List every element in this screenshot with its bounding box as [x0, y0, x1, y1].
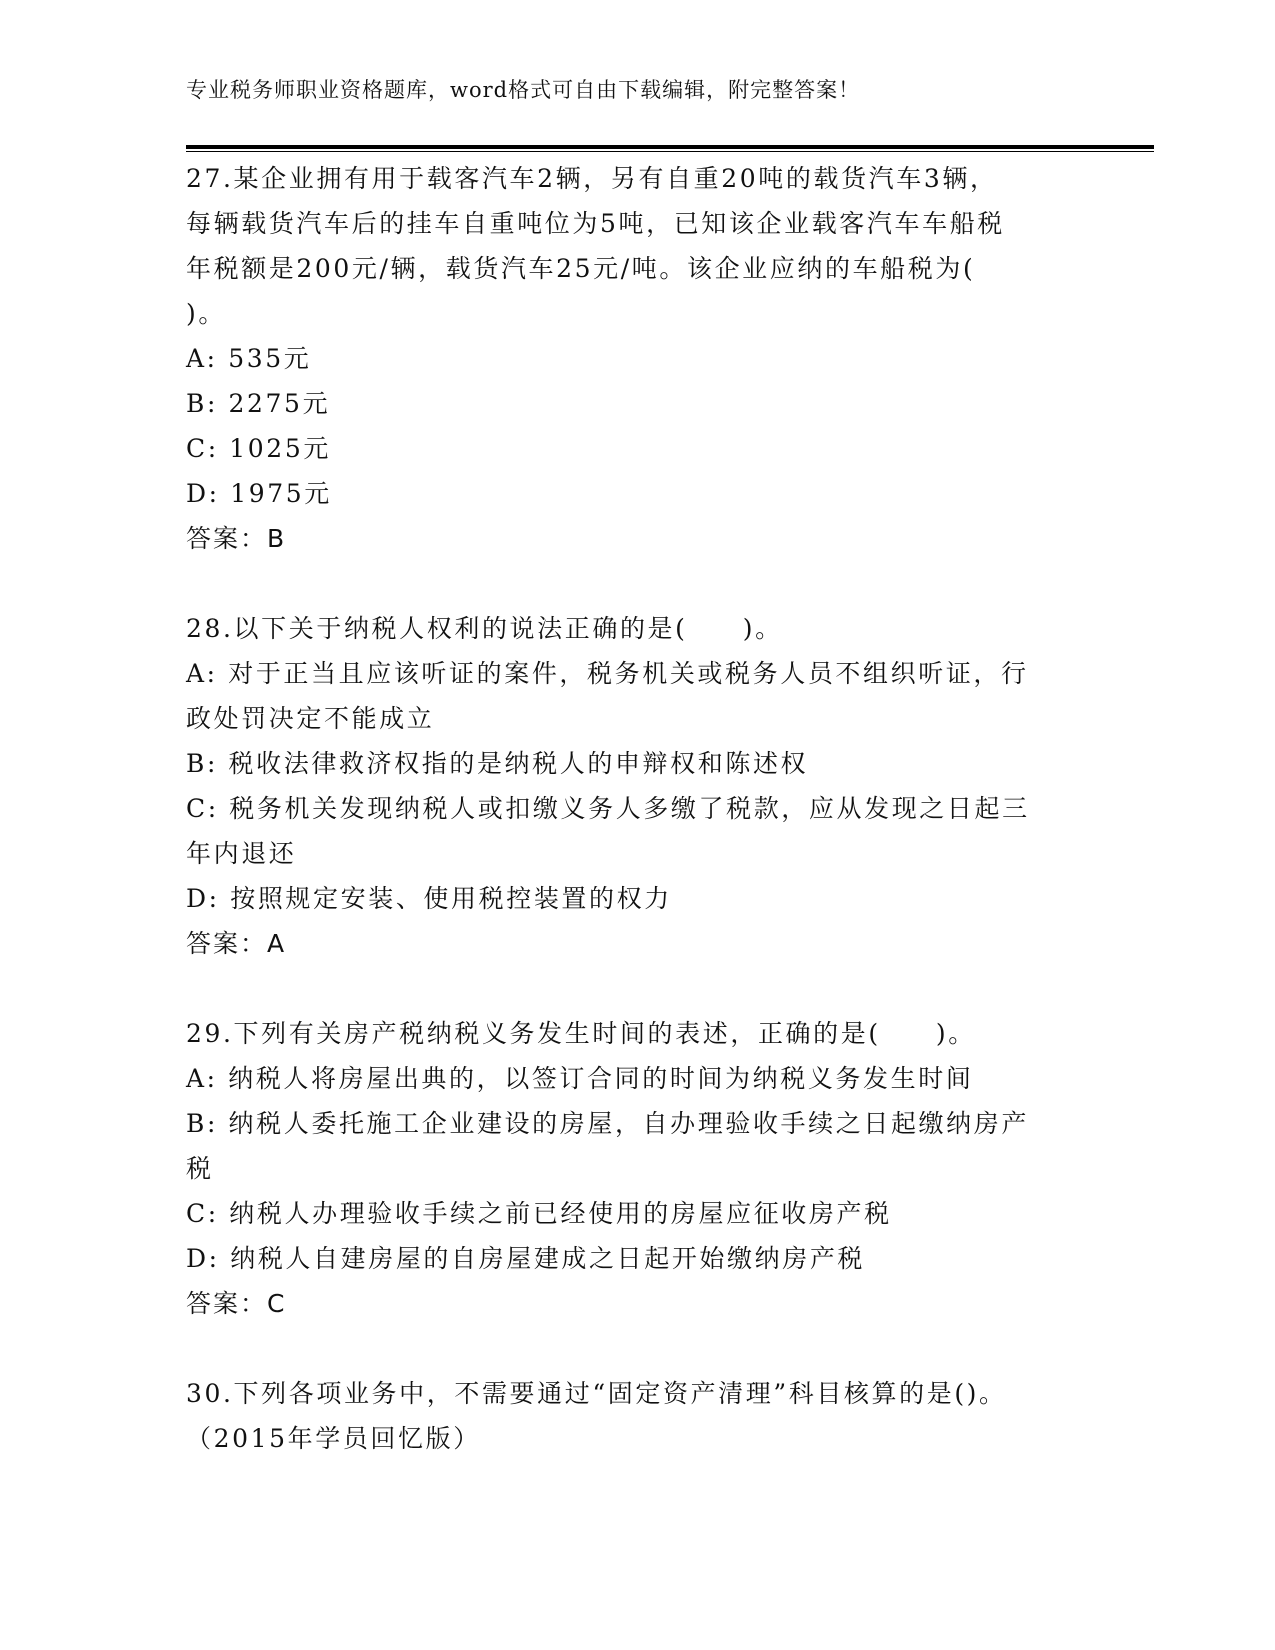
- question-28: [186, 606, 1086, 966]
- answer-line: 答案：B: [186, 524, 287, 553]
- question-list: [186, 156, 1086, 1461]
- option-c: C: 纳税人办理验收手续之前已经使用的房屋应征收房产税: [186, 1199, 892, 1228]
- question-stem-line: 27.某企业拥有用于载客汽车2辆，另有自重20吨的载货汽车3辆，: [186, 164, 998, 193]
- question-29: [186, 1011, 1086, 1326]
- spacer: [186, 561, 1086, 606]
- question-stem-line: （2015年学员回忆版）: [186, 1424, 481, 1453]
- question-stem-line: 年税额是200元/辆，载货汽车25元/吨。该企业应纳的车船税为(: [186, 254, 976, 283]
- header-rule-thin: [186, 151, 1154, 152]
- spacer: [186, 1326, 1086, 1371]
- option-c: C: 税务机关发现纳税人或扣缴义务人多缴了税款，应从发现之日起三: [186, 794, 1030, 823]
- header-rule-thick: [186, 145, 1154, 149]
- option-a: A: 纳税人将房屋出典的，以签订合同的时间为纳税义务发生时间: [186, 1064, 974, 1093]
- answer-line: 答案：A: [186, 929, 287, 958]
- spacer: [186, 966, 1086, 1011]
- option-a: A: 535元: [186, 344, 312, 373]
- option-a-continued: 政处罚决定不能成立: [186, 704, 435, 733]
- option-d: D: 1975元: [186, 479, 332, 508]
- option-b-continued: 税: [186, 1154, 214, 1183]
- option-c: C: 1025元: [186, 434, 331, 463]
- option-d: D: 按照规定安装、使用税控装置的权力: [186, 884, 672, 913]
- option-b: B: 税收法律救济权指的是纳税人的申辩权和陈述权: [186, 749, 809, 778]
- question-stem-line: 每辆载货汽车后的挂车自重吨位为5吨，已知该企业载客汽车车船税: [186, 209, 1005, 238]
- option-b: B: 纳税人委托施工企业建设的房屋，自办理验收手续之日起缴纳房产: [186, 1109, 1029, 1138]
- answer-line: 答案：C: [186, 1289, 287, 1318]
- option-b: B: 2275元: [186, 389, 331, 418]
- question-stem-line: 29.下列有关房产税纳税义务发生时间的表述，正确的是( )。: [186, 1019, 976, 1048]
- question-stem-line: 28.以下关于纳税人权利的说法正确的是( )。: [186, 614, 783, 643]
- header-text: 专业税务师职业资格题库，word格式可自由下载编辑，附完整答案！: [186, 78, 861, 102]
- question-stem-line: 30.下列各项业务中，不需要通过“固定资产清理”科目核算的是()。: [186, 1379, 1007, 1408]
- question-30: [186, 1371, 1086, 1461]
- question-stem-line: )。: [186, 299, 226, 328]
- question-27: [186, 156, 1086, 561]
- option-c-continued: 年内退还: [186, 839, 297, 868]
- option-d: D: 纳税人自建房屋的自房屋建成之日起开始缴纳房产税: [186, 1244, 866, 1273]
- option-a: A: 对于正当且应该听证的案件，税务机关或税务人员不组织听证，行: [186, 659, 1029, 688]
